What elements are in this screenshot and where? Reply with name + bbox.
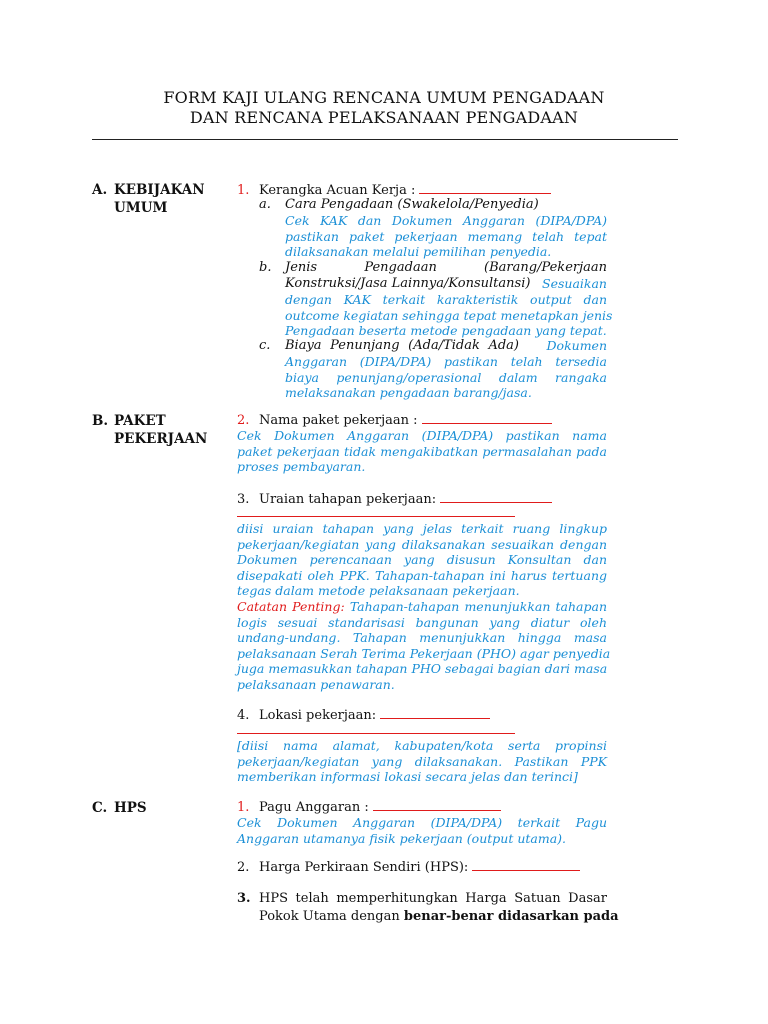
section-c-name: HPS: [114, 800, 147, 816]
catatan-line: logis sesuai standarisasi bangunan yang diatur oleh: [237, 614, 607, 630]
kak-a-note: [285, 213, 607, 260]
nama-paket-note-line: Cek Dokumen Anggaran (DIPA/DPA) pastikan nama: [237, 428, 607, 443]
kak-c-note: [285, 354, 607, 401]
lokasi-label: Lokasi pekerjaan:: [259, 708, 377, 723]
hps-satuan-line1: HPS telah memperhitungkan Harga Satuan Dasar: [259, 891, 607, 906]
kak-c-label: Biaya Penunjang (Ada/Tidak Ada): [285, 338, 519, 353]
kak-c-note-line: melaksanakan pengadaan barang/jasa.: [285, 385, 532, 401]
nama-paket-number: 2.: [237, 413, 250, 428]
lokasi-item: [237, 707, 490, 724]
uraian-note-line: disepakati oleh PPK. Tahapan-tahapan ini harus tertuang: [237, 567, 607, 583]
catatan-first: Tahapan-tahapan menunjukkan tahapan: [349, 598, 607, 614]
nama-paket-note-line: paket pekerjaan tidak mengakibatkan permasalahan pada: [237, 443, 607, 459]
kak-a-note-line: Cek KAK dan Dokumen Anggaran (DIPA/DPA): [285, 213, 607, 228]
kak-c-item: [259, 338, 607, 354]
lokasi-note: [237, 738, 607, 785]
section-b-letter: B.: [92, 413, 109, 429]
kak-a-note-line: dilaksanakan melalui pemilihan penyedia.: [285, 244, 552, 260]
catatan-line: undang-undang. Tahapan menunjukkan hingga masa: [237, 630, 607, 646]
kak-b-note-inline: Sesuaikan: [542, 276, 607, 291]
catatan-first-line: [237, 599, 607, 615]
title-divider: [92, 139, 678, 140]
kak-b-note-line: outcome kegiatan sehingga tepat menetapkan jenis: [285, 307, 613, 323]
catatan-line: juga memasukkan tahapan PHO sebagai bagian dari masa: [237, 661, 608, 677]
nama-paket-note: [237, 428, 607, 475]
section-a-heading: [92, 181, 205, 217]
hps-blank[interactable]: [472, 859, 580, 871]
kak-a-note-line: pastikan paket pekerjaan memang telah tepat: [285, 228, 607, 244]
kak-b-label-line2: Konstruksi/Jasa Lainnya/Konsultansi): [285, 276, 531, 291]
hps-label: Harga Perkiraan Sendiri (HPS):: [259, 860, 469, 875]
section-a-name-line1: KEBIJAKAN: [114, 182, 205, 198]
lokasi-note-line: [diisi nama alamat, kabupaten/kota serta propinsi: [237, 738, 607, 753]
pagu-number: 1.: [237, 800, 250, 815]
uraian-number: 3.: [237, 492, 250, 507]
lokasi-note-line: pekerjaan/kegiatan yang dilaksanakan. Pastikan PPK: [237, 753, 607, 769]
kak-number: 1.: [237, 183, 250, 198]
kak-a-letter: a.: [259, 197, 271, 212]
catatan-label: Catatan Penting:: [237, 598, 345, 614]
lokasi-note-line: memberikan informasi lokasi secara jelas dan terinci]: [237, 769, 578, 785]
kak-a-item: [259, 197, 539, 213]
kak-b-note: [285, 292, 613, 339]
section-a-name-line2: UMUM: [114, 200, 168, 216]
nama-paket-blank[interactable]: [422, 412, 552, 424]
form-title-line1: FORM KAJI ULANG RENCANA UMUM PENGADAAN: [163, 88, 605, 107]
kak-b-label-line1: Jenis Pengadaan (Barang/Pekerjaan: [285, 260, 607, 275]
uraian-note-line: diisi uraian tahapan yang jelas terkait ruang lingkup: [237, 521, 607, 536]
catatan-line: pelaksanaan penawaran.: [237, 676, 395, 692]
uraian-note: [237, 521, 611, 693]
kak-b-line2: [285, 276, 607, 292]
uraian-note-line: pekerjaan/kegiatan yang dilaksanakan sesuaikan dengan: [237, 536, 607, 552]
uraian-note-line: Dokumen perencanaan yang disusun Konsultan dan: [237, 552, 607, 568]
kak-b-note-line: Pengadaan beserta metode pengadaan yang tepat.: [285, 323, 607, 339]
hps-number: 2.: [237, 860, 250, 875]
kak-c-note-inline: Dokumen: [546, 338, 607, 353]
kak-a-label: Cara Pengadaan (Swakelola/Penyedia): [285, 197, 539, 212]
kak-blank[interactable]: [419, 182, 551, 194]
nama-paket-note-line: proses pembayaran.: [237, 459, 366, 475]
lokasi-number: 4.: [237, 708, 250, 723]
section-b-name-line2: PEKERJAAN: [114, 431, 208, 447]
section-c-heading: [92, 799, 147, 817]
section-b-heading: [92, 412, 207, 448]
form-title-line2: DAN RENCANA PELAKSANAAN PENGADAAN: [189, 108, 579, 127]
hps-satuan-line2-bold: benar-benar didasarkan pada: [403, 909, 619, 924]
lokasi-blank[interactable]: [380, 707, 490, 719]
nama-paket-item: [237, 412, 552, 429]
kak-b-letter: b.: [259, 260, 272, 275]
kak-c-note-line: Anggaran (DIPA/DPA) pastikan telah tersedia: [285, 354, 607, 369]
pagu-label: Pagu Anggaran :: [259, 800, 369, 815]
kak-label: Kerangka Acuan Kerja :: [259, 183, 416, 198]
hps-satuan-number: 3.: [237, 891, 251, 906]
hps-satuan-item: [237, 891, 619, 925]
nama-paket-label: Nama paket pekerjaan :: [259, 413, 418, 428]
hps-item: [237, 859, 580, 876]
pagu-note-line: Cek Dokumen Anggaran (DIPA/DPA) terkait Pagu: [237, 815, 607, 830]
section-c-letter: C.: [92, 800, 108, 816]
pagu-blank[interactable]: [373, 799, 501, 811]
pagu-item: [237, 799, 501, 816]
uraian-item: [237, 491, 552, 508]
pagu-note-line: Anggaran utamanya fisik pekerjaan (output utama).: [237, 830, 567, 846]
section-a-letter: A.: [92, 182, 108, 198]
section-b-name-line1: PAKET: [114, 413, 166, 429]
uraian-label: Uraian tahapan pekerjaan:: [259, 492, 437, 507]
catatan-line: pelaksanaan Serah Terima Pekerjaan (PHO) agar penyedia: [237, 645, 611, 661]
kak-b-item: [259, 260, 607, 276]
uraian-note-line: tegas dalam metode pelaksanaan pekerjaan.: [237, 583, 520, 599]
kak-c-note-line: biaya penunjang/operasional dalam rangaka: [285, 369, 607, 385]
pagu-note: [237, 815, 607, 846]
kak-c-letter: c.: [259, 338, 271, 353]
lokasi-blank-line2[interactable]: [237, 733, 515, 734]
uraian-blank-line2[interactable]: [237, 516, 515, 517]
hps-satuan-line2-normal: Pokok Utama dengan: [259, 909, 404, 924]
uraian-blank[interactable]: [440, 491, 552, 503]
kak-b-note-line: dengan KAK terkait karakteristik output dan: [285, 292, 607, 307]
